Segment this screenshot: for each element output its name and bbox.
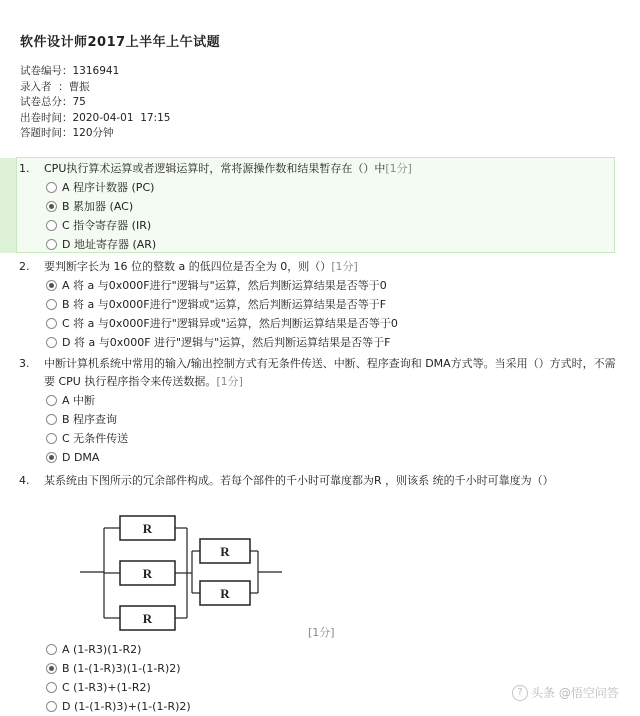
option-label: D DMA xyxy=(62,451,100,464)
option-label: B (1-(1-R)3)(1-(1-R)2) xyxy=(62,662,181,675)
option-label: B 将 a 与0x000F进行"逻辑或"运算，然后判断运算结果是否等于F xyxy=(62,298,387,311)
question-text: 某系统由下图所示的冗余部件构成。若每个部件的千小时可靠度都为R ，则该系 统的千小时可靠度为（） xyxy=(44,474,554,487)
option-label: D 地址寄存器 (AR) xyxy=(62,238,157,251)
radio-button[interactable] xyxy=(46,201,57,212)
radio-button[interactable] xyxy=(46,663,57,674)
chat-bubble-icon: ? xyxy=(512,685,528,701)
component-label: R xyxy=(220,544,230,559)
radio-button[interactable] xyxy=(46,644,57,655)
radio-button[interactable] xyxy=(46,337,57,348)
option-label: C 将 a 与0x000F进行"逻辑异或"运算，然后判断运算结果是否等于0 xyxy=(62,317,398,330)
question-number: 2. xyxy=(19,260,30,273)
option-b[interactable] xyxy=(0,410,640,429)
question-text: CPU执行算术运算或者逻辑运算时，常将源操作数和结果暂存在（）中 xyxy=(44,162,386,175)
option-label: D 将 a 与0x000F 进行"逻辑与"运算，然后判断运算结果是否等于F xyxy=(62,336,391,349)
option-b[interactable] xyxy=(0,295,640,314)
question-text: 中断计算机系统中常用的输入/输出控制方式有无条件传送、中断、程序查询和 DMA方式等。当采用（）方式时，不需要 CPU 执行程序指令来传送数据。 xyxy=(44,357,616,388)
question-1 xyxy=(0,160,640,254)
question-number: 1. xyxy=(19,162,30,175)
component-label: R xyxy=(142,611,153,626)
exam-meta xyxy=(20,64,170,142)
component-label: R xyxy=(220,586,230,601)
radio-button[interactable] xyxy=(46,220,57,231)
option-label: C 无条件传送 xyxy=(62,432,129,445)
question-2 xyxy=(0,258,640,352)
option-b[interactable] xyxy=(0,659,640,678)
radio-button[interactable] xyxy=(46,433,57,444)
option-label: A (1-R3)(1-R2) xyxy=(62,643,142,656)
component-label: R xyxy=(142,566,153,581)
component-label: R xyxy=(142,521,153,536)
exam-issue-time: 出卷时间：2020-04-01 17:15 xyxy=(20,111,171,124)
question-score: [1分] xyxy=(308,626,335,639)
option-a[interactable] xyxy=(0,178,640,197)
radio-button[interactable] xyxy=(46,701,57,712)
radio-button[interactable] xyxy=(46,414,57,425)
watermark-text: 头条 @悟空问答 xyxy=(531,686,619,700)
radio-button[interactable] xyxy=(46,280,57,291)
radio-button[interactable] xyxy=(46,182,57,193)
radio-button[interactable] xyxy=(46,318,57,329)
option-label: A 程序计数器 (PC) xyxy=(62,181,155,194)
option-a[interactable] xyxy=(0,276,640,295)
radio-button[interactable] xyxy=(46,239,57,250)
option-label: D (1-(1-R)3)+(1-(1-R)2) xyxy=(62,700,191,713)
radio-button[interactable] xyxy=(46,682,57,693)
option-label: C 指令寄存器 (IR) xyxy=(62,219,152,232)
exam-title: 软件设计师2017上半年上午试题 xyxy=(20,35,221,50)
option-a[interactable] xyxy=(0,391,640,410)
option-d[interactable] xyxy=(0,333,640,352)
option-d[interactable] xyxy=(0,235,640,254)
radio-button[interactable] xyxy=(46,299,57,310)
exam-id: 试卷编号：1316941 xyxy=(20,65,120,77)
option-label: A 将 a 与0x000F进行"逻辑与"运算，然后判断运算结果是否等于0 xyxy=(62,279,387,292)
question-4-options xyxy=(0,640,640,716)
option-d[interactable] xyxy=(0,448,640,467)
question-number: 3. xyxy=(19,357,30,370)
option-b[interactable] xyxy=(0,197,640,216)
exam-author: 录入者 ：曹振 xyxy=(20,80,90,93)
radio-button[interactable] xyxy=(46,452,57,463)
question-text: 要判断字长为 16 位的整数 a 的低四位是否全为 0，则（） xyxy=(44,260,332,273)
watermark xyxy=(512,684,619,701)
radio-button[interactable] xyxy=(46,395,57,406)
redundancy-circuit-diagram xyxy=(68,511,284,635)
option-label: B 程序查询 xyxy=(62,413,118,426)
option-label: C (1-R3)+(1-R2) xyxy=(62,681,151,694)
option-label: B 累加器 (AC) xyxy=(62,200,134,213)
question-4 xyxy=(0,472,640,490)
option-c[interactable] xyxy=(0,429,640,448)
option-c[interactable] xyxy=(0,216,640,235)
question-number: 4. xyxy=(19,474,30,487)
question-score: [1分] xyxy=(216,375,243,388)
option-c[interactable] xyxy=(0,314,640,333)
option-a[interactable] xyxy=(0,640,640,659)
question-score: [1分] xyxy=(331,260,358,273)
option-label: A 中断 xyxy=(62,394,96,407)
exam-total-score: 试卷总分：75 xyxy=(20,96,86,108)
question-3 xyxy=(0,355,640,467)
exam-duration: 答题时间：120分钟 xyxy=(20,127,114,139)
question-score: [1分] xyxy=(385,162,412,175)
